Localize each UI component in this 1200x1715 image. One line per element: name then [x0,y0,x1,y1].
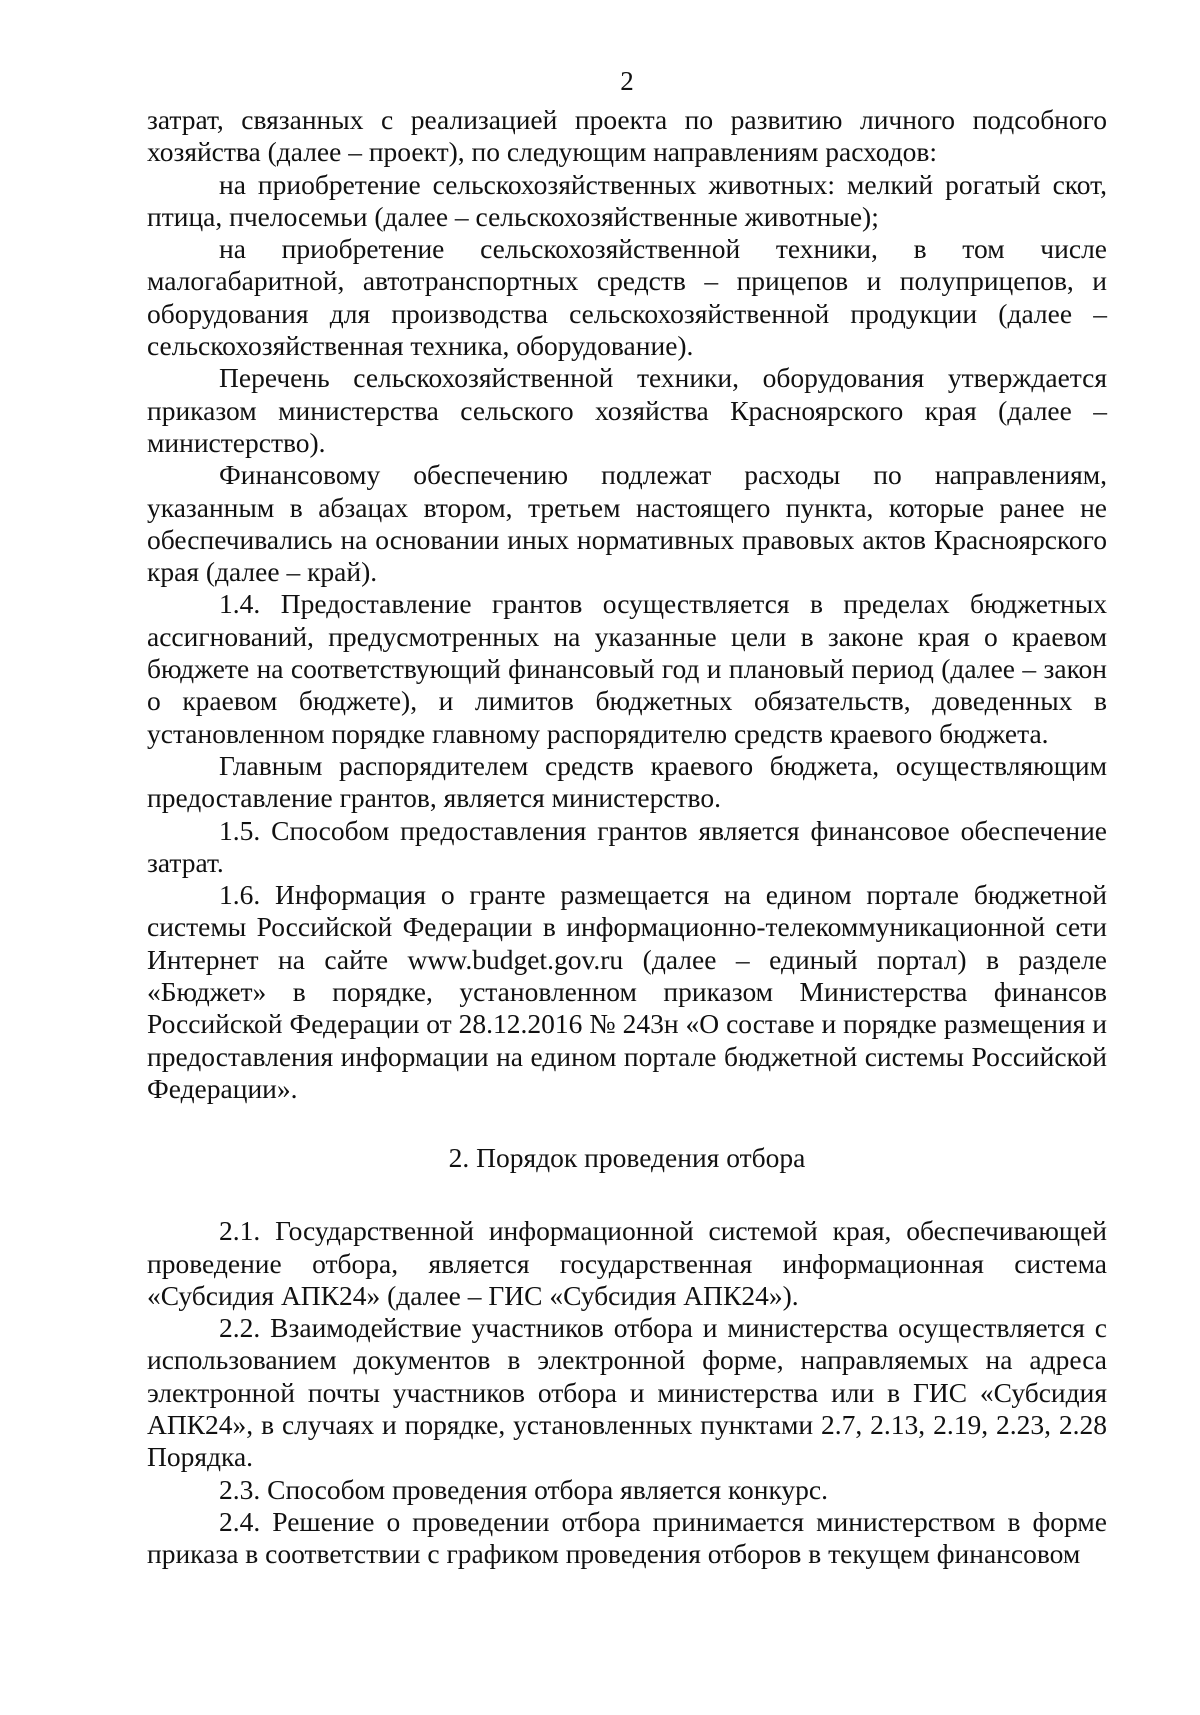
paragraph-2-2: 2.2. Взаимодействие участников отбора и министерства осуществляется с использованием документов в электронной форме, направляемых на адреса электронной почты участников отбора и министерства или в ГИС «Субсидия АПК24», в случаях и порядке, установленных пунктами 2.7, 2.13, 2.19, 2.23, 2.28 Порядка. [147,1312,1107,1473]
document-page [147,66,1107,1570]
paragraph-1-6: 1.6. Информация о гранте размещается на едином портале бюджетной системы Российской Федерации в информационно-телекоммуникационной сети Интернет на сайте www.budget.gov.ru (далее – единый портал) в разделе «Бюджет» в порядке, установленном приказом Министерства финансов Российской Федерации от 28.12.2016 № 243н «О составе и порядке размещения и предоставления информации на едином портале бюджетной системы Российской Федерации». [147,879,1107,1104]
paragraph-1-4: 1.4. Предоставление грантов осуществляется в пределах бюджетных ассигнований, предусмотренных на указанные цели в законе края о краевом бюджете на соответствующий финансовый год и плановый период (далее – закон о краевом бюджете), и лимитов бюджетных обязательств, доведенных в установленном порядке главному распорядителю средств краевого бюджета. [147,588,1107,749]
paragraph-costs-intro: затрат, связанных с реализацией проекта по развитию личного подсобного хозяйства (далее – проект), по следующим направлениям расходов: [147,104,1107,168]
paragraph-financing: Финансовому обеспечению подлежат расходы по направлениям, указанным в абзацах втором, третьем настоящего пункта, которые ранее не обеспечивались на основании иных нормативных правовых актов Красноярского края (далее – край). [147,459,1107,588]
paragraph-machinery: на приобретение сельскохозяйственной техники, в том числе малогабаритной, автотранспортных средств – прицепов и полуприцепов, и оборудования для производства сельскохозяйственной продукции (далее – сельскохозяйственная техника, оборудование). [147,233,1107,362]
paragraph-2-1: 2.1. Государственной информационной системой края, обеспечивающей проведение отбора, является государственная информационная система «Субсидия АПК24» (далее – ГИС «Субсидия АПК24»). [147,1215,1107,1311]
paragraph-2-4: 2.4. Решение о проведении отбора принимается министерством в форме приказа в соответствии с графиком проведения отборов в текущем финансовом [147,1505,1107,1570]
page-number: 2 [620,66,634,96]
paragraph-2-3: 2.3. Способом проведения отбора является конкурс. [219,1473,829,1505]
paragraph-1-5: 1.5. Способом предоставления грантов является финансовое обеспечение затрат. [147,814,1107,878]
paragraph-animals: на приобретение сельскохозяйственных животных: мелкий рогатый скот, птица, пчелосемьи (далее – сельскохозяйственные животные); [147,168,1107,232]
paragraph-main-manager: Главным распорядителем средств краевого бюджета, осуществляющим предоставление грантов, является министерство. [147,749,1107,814]
paragraph-machinery-list: Перечень сельскохозяйственной техники, оборудования утверждается приказом министерства сельского хозяйства Красноярского края (далее – министерство). [147,362,1107,458]
section-2-title: 2. Порядок проведения отбора [448,1142,806,1174]
